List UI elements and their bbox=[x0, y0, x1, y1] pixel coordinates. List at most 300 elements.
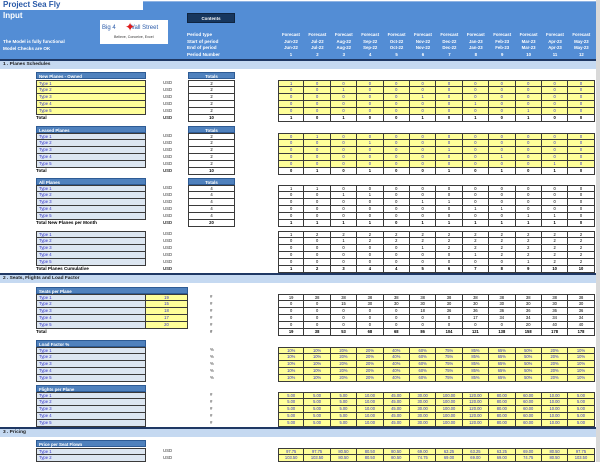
cell[interactable]: 0 bbox=[304, 154, 330, 161]
cell[interactable]: 20% bbox=[357, 354, 383, 361]
cell[interactable]: 10.00 bbox=[542, 392, 568, 399]
seats-input[interactable]: 18 bbox=[146, 308, 188, 315]
cell[interactable]: 5.00 bbox=[304, 399, 330, 406]
cell[interactable]: 0 bbox=[331, 108, 357, 115]
cell[interactable]: 0 bbox=[384, 101, 410, 108]
cell[interactable]: 0 bbox=[463, 80, 489, 87]
cell[interactable]: 5.00 bbox=[278, 413, 304, 420]
cell[interactable]: 0 bbox=[304, 87, 330, 94]
cell[interactable]: 0 bbox=[568, 101, 594, 108]
cell[interactable]: 0 bbox=[436, 80, 462, 87]
cell[interactable]: 80.00 bbox=[489, 420, 515, 427]
cell[interactable]: 10% bbox=[278, 375, 304, 382]
cell[interactable]: 60.00 bbox=[516, 392, 542, 399]
cell[interactable]: 0 bbox=[357, 133, 383, 140]
cell[interactable]: 5.00 bbox=[568, 392, 594, 399]
cell[interactable]: 1 bbox=[489, 154, 515, 161]
cell[interactable]: 0 bbox=[463, 140, 489, 147]
cell[interactable]: 0 bbox=[463, 147, 489, 154]
cell[interactable]: 10.00 bbox=[357, 420, 383, 427]
cell[interactable]: 0 bbox=[410, 133, 436, 140]
cell[interactable]: 0 bbox=[542, 108, 568, 115]
cell[interactable]: 80.00 bbox=[489, 392, 515, 399]
cell[interactable]: 60.00 bbox=[516, 420, 542, 427]
cell: 30 bbox=[357, 301, 383, 308]
cell[interactable]: 50% bbox=[516, 361, 542, 368]
cell[interactable]: 10.00 bbox=[542, 420, 568, 427]
cell[interactable]: 20% bbox=[331, 361, 357, 368]
cell[interactable]: 10.00 bbox=[542, 413, 568, 420]
cell[interactable]: 10% bbox=[568, 347, 594, 354]
cell[interactable]: 5.00 bbox=[331, 406, 357, 413]
cell[interactable]: 0 bbox=[542, 133, 568, 140]
cell[interactable]: 100.00 bbox=[436, 392, 462, 399]
cell[interactable]: 100.00 bbox=[436, 399, 462, 406]
cell[interactable]: 0 bbox=[357, 87, 383, 94]
cell[interactable]: 120.00 bbox=[463, 420, 489, 427]
cell[interactable]: 0 bbox=[278, 87, 304, 94]
cell[interactable]: 0 bbox=[278, 147, 304, 154]
cell[interactable]: 0 bbox=[410, 108, 436, 115]
cell[interactable]: 0 bbox=[410, 154, 436, 161]
cell[interactable]: 60% bbox=[410, 368, 436, 375]
cell: 38 bbox=[304, 329, 330, 336]
cell[interactable]: 0 bbox=[568, 94, 594, 101]
cell[interactable]: 80.00 bbox=[489, 399, 515, 406]
cell[interactable]: 0 bbox=[568, 140, 594, 147]
cell[interactable]: 65% bbox=[489, 375, 515, 382]
cell[interactable]: 60.00 bbox=[516, 413, 542, 420]
cell[interactable]: 40% bbox=[384, 375, 410, 382]
cell[interactable]: 45.00 bbox=[384, 413, 410, 420]
cell: 1 bbox=[542, 213, 568, 220]
cell[interactable]: 0 bbox=[304, 94, 330, 101]
cell[interactable]: 0 bbox=[304, 140, 330, 147]
cell[interactable]: 0 bbox=[278, 108, 304, 115]
cell[interactable]: 10% bbox=[278, 368, 304, 375]
cell[interactable]: 0 bbox=[304, 101, 330, 108]
cell[interactable]: 0 bbox=[331, 161, 357, 168]
cell[interactable]: 60.00 bbox=[516, 399, 542, 406]
cell[interactable]: 0 bbox=[304, 147, 330, 154]
cell[interactable]: 0 bbox=[384, 108, 410, 115]
cell[interactable]: 5.00 bbox=[304, 392, 330, 399]
seats-input[interactable]: 19 bbox=[146, 294, 188, 301]
cell[interactable]: 0 bbox=[436, 108, 462, 115]
cell[interactable]: 0 bbox=[568, 147, 594, 154]
cell[interactable]: 0 bbox=[463, 133, 489, 140]
cell[interactable]: 69.00 bbox=[410, 448, 436, 455]
cell[interactable]: 103.50 bbox=[568, 455, 594, 462]
cell[interactable]: 0 bbox=[357, 80, 383, 87]
cell[interactable]: 10.00 bbox=[542, 399, 568, 406]
cell[interactable]: 20% bbox=[331, 368, 357, 375]
cell[interactable]: 75% bbox=[436, 375, 462, 382]
cell[interactable]: 0 bbox=[436, 94, 462, 101]
cell[interactable]: 0 bbox=[410, 161, 436, 168]
cell[interactable]: 0 bbox=[384, 140, 410, 147]
cell[interactable]: 0 bbox=[384, 147, 410, 154]
cell[interactable]: 0 bbox=[331, 140, 357, 147]
cell[interactable]: 0 bbox=[542, 87, 568, 94]
cell[interactable]: 0 bbox=[357, 94, 383, 101]
flights-block-header: Flights per Plane bbox=[36, 385, 146, 392]
cell[interactable]: 10% bbox=[568, 375, 594, 382]
cell[interactable]: 0 bbox=[436, 161, 462, 168]
cell[interactable]: 0 bbox=[278, 154, 304, 161]
cell: 0 bbox=[278, 199, 304, 206]
seats-input[interactable]: 20 bbox=[146, 322, 188, 329]
cell[interactable]: 0 bbox=[278, 133, 304, 140]
cell[interactable]: 1 bbox=[278, 80, 304, 87]
owned-row bbox=[278, 108, 595, 115]
cell[interactable]: 0 bbox=[278, 140, 304, 147]
cell[interactable]: 10% bbox=[568, 361, 594, 368]
cell[interactable]: 30.00 bbox=[410, 413, 436, 420]
cell[interactable]: 0 bbox=[436, 140, 462, 147]
cell[interactable]: 0 bbox=[410, 101, 436, 108]
cell[interactable]: 5.00 bbox=[278, 399, 304, 406]
cell[interactable]: 0 bbox=[384, 94, 410, 101]
cell[interactable]: 60% bbox=[410, 354, 436, 361]
cell[interactable]: 80.50 bbox=[331, 455, 357, 462]
seats-input[interactable]: 15 bbox=[146, 301, 188, 308]
cell[interactable]: 0 bbox=[489, 108, 515, 115]
cell[interactable]: 85% bbox=[463, 347, 489, 354]
cell[interactable]: 5.00 bbox=[568, 413, 594, 420]
cell[interactable]: 5.00 bbox=[304, 420, 330, 427]
cell: 1 bbox=[516, 213, 542, 220]
cell[interactable]: 0 bbox=[384, 80, 410, 87]
cell[interactable]: 0 bbox=[357, 101, 383, 108]
cell[interactable]: 0 bbox=[357, 154, 383, 161]
cell[interactable]: 120.00 bbox=[463, 413, 489, 420]
cell[interactable]: 5.00 bbox=[568, 406, 594, 413]
cell[interactable]: 100.00 bbox=[436, 420, 462, 427]
cell[interactable]: 45.00 bbox=[384, 392, 410, 399]
cell[interactable]: 0 bbox=[410, 140, 436, 147]
cell[interactable]: 20% bbox=[357, 347, 383, 354]
cell[interactable]: 50% bbox=[516, 347, 542, 354]
cell[interactable]: 75% bbox=[436, 368, 462, 375]
cell[interactable]: 63.25 bbox=[436, 448, 462, 455]
cell: 0 bbox=[568, 192, 594, 199]
cell[interactable]: 85% bbox=[463, 361, 489, 368]
period-num-header: 6 bbox=[421, 52, 425, 57]
cell[interactable]: 60% bbox=[410, 347, 436, 354]
cell[interactable]: 120.00 bbox=[463, 392, 489, 399]
cell[interactable]: 0 bbox=[516, 154, 542, 161]
cell[interactable]: 20% bbox=[331, 347, 357, 354]
cell[interactable]: 0 bbox=[489, 80, 515, 87]
cell[interactable]: 0 bbox=[516, 140, 542, 147]
cell[interactable]: 10.00 bbox=[357, 413, 383, 420]
cell[interactable]: 0 bbox=[304, 108, 330, 115]
cell: 2 bbox=[463, 238, 489, 245]
cell[interactable]: 80.50 bbox=[542, 448, 568, 455]
cell[interactable]: 0 bbox=[516, 161, 542, 168]
cell: 0 bbox=[384, 213, 410, 220]
grand-total: 10 bbox=[188, 115, 235, 122]
cell[interactable]: 103.50 bbox=[278, 455, 304, 462]
cell[interactable]: 0 bbox=[357, 161, 383, 168]
cell[interactable]: 1 bbox=[357, 140, 383, 147]
cell[interactable]: 30.00 bbox=[410, 420, 436, 427]
cell[interactable]: 0 bbox=[384, 161, 410, 168]
cell[interactable]: 0 bbox=[331, 147, 357, 154]
cell[interactable]: 40% bbox=[384, 347, 410, 354]
cell[interactable]: 0 bbox=[568, 108, 594, 115]
cell[interactable]: 0 bbox=[304, 80, 330, 87]
cell[interactable]: 0 bbox=[516, 80, 542, 87]
cell[interactable]: 20% bbox=[542, 347, 568, 354]
cell[interactable]: 75% bbox=[436, 361, 462, 368]
cell[interactable]: 0 bbox=[489, 101, 515, 108]
cell[interactable]: 0 bbox=[568, 80, 594, 87]
cell[interactable]: 74.75 bbox=[516, 455, 542, 462]
cell[interactable]: 100.00 bbox=[436, 413, 462, 420]
cell: 38 bbox=[357, 294, 383, 301]
cell[interactable]: 1 bbox=[410, 94, 436, 101]
cell[interactable]: 0 bbox=[278, 161, 304, 168]
cell[interactable]: 20% bbox=[542, 368, 568, 375]
cell: 0 bbox=[278, 301, 304, 308]
cell[interactable]: 30.00 bbox=[410, 392, 436, 399]
cell[interactable]: 85% bbox=[463, 368, 489, 375]
cell[interactable]: 20% bbox=[331, 354, 357, 361]
cell[interactable]: 0 bbox=[489, 140, 515, 147]
cell[interactable]: 75% bbox=[436, 354, 462, 361]
cell[interactable]: 0 bbox=[410, 80, 436, 87]
cell: 0 bbox=[463, 199, 489, 206]
cell[interactable]: 80.50 bbox=[384, 448, 410, 455]
cell[interactable]: 0 bbox=[489, 87, 515, 94]
cell[interactable]: 100.00 bbox=[436, 406, 462, 413]
cell: 1 bbox=[278, 231, 304, 238]
cell[interactable]: 0 bbox=[542, 147, 568, 154]
cell[interactable]: 5.00 bbox=[304, 406, 330, 413]
cell[interactable]: 1 bbox=[331, 87, 357, 94]
cell[interactable]: 10% bbox=[278, 347, 304, 354]
cell[interactable]: 5.00 bbox=[568, 399, 594, 406]
cell[interactable]: 0 bbox=[516, 94, 542, 101]
cell[interactable]: 0 bbox=[410, 87, 436, 94]
cell[interactable]: 80.50 bbox=[357, 448, 383, 455]
cell[interactable]: 103.50 bbox=[304, 455, 330, 462]
cell[interactable]: 10.00 bbox=[357, 392, 383, 399]
cell[interactable]: 0 bbox=[410, 147, 436, 154]
cell[interactable]: 0 bbox=[436, 101, 462, 108]
cell[interactable]: 80.50 bbox=[357, 455, 383, 462]
cell[interactable]: 120.00 bbox=[463, 406, 489, 413]
cell: 2 bbox=[304, 231, 330, 238]
cell[interactable]: 85% bbox=[463, 354, 489, 361]
cell[interactable]: 0 bbox=[516, 147, 542, 154]
cell[interactable]: 60% bbox=[410, 361, 436, 368]
cell[interactable]: 0 bbox=[542, 101, 568, 108]
cell[interactable]: 20% bbox=[331, 375, 357, 382]
cell[interactable]: 10% bbox=[304, 354, 330, 361]
cell[interactable]: 0 bbox=[568, 161, 594, 168]
cell[interactable]: 10% bbox=[304, 347, 330, 354]
cell[interactable]: 10% bbox=[278, 354, 304, 361]
cell[interactable]: 10% bbox=[568, 368, 594, 375]
cell[interactable]: 0 bbox=[463, 87, 489, 94]
cell[interactable]: 0 bbox=[436, 87, 462, 94]
cell[interactable]: 0 bbox=[542, 140, 568, 147]
cell[interactable]: 80.50 bbox=[331, 448, 357, 455]
cell[interactable]: 0 bbox=[489, 161, 515, 168]
cell[interactable]: 0 bbox=[516, 87, 542, 94]
cell[interactable]: 120.00 bbox=[463, 399, 489, 406]
cell[interactable]: 10.00 bbox=[542, 406, 568, 413]
cell[interactable]: 10% bbox=[304, 375, 330, 382]
cell[interactable]: 0 bbox=[304, 161, 330, 168]
cell[interactable]: 5.00 bbox=[278, 406, 304, 413]
cell[interactable]: 20% bbox=[357, 368, 383, 375]
cell: 1 bbox=[463, 220, 489, 227]
cell[interactable]: 10.00 bbox=[357, 406, 383, 413]
cell[interactable]: 30.00 bbox=[410, 399, 436, 406]
cell: 1 bbox=[278, 115, 304, 122]
cell[interactable]: 0 bbox=[516, 101, 542, 108]
cell[interactable]: 1 bbox=[542, 161, 568, 168]
cell[interactable]: 1 bbox=[463, 101, 489, 108]
cell[interactable]: 5.00 bbox=[331, 399, 357, 406]
cell[interactable]: 0 bbox=[384, 133, 410, 140]
cell[interactable]: 40% bbox=[384, 354, 410, 361]
cell[interactable]: 5.00 bbox=[331, 392, 357, 399]
cell[interactable]: 69.00 bbox=[463, 455, 489, 462]
cell[interactable]: 0 bbox=[331, 101, 357, 108]
cell[interactable]: 20% bbox=[542, 354, 568, 361]
cell[interactable]: 10% bbox=[304, 368, 330, 375]
cell[interactable]: 45.00 bbox=[384, 406, 410, 413]
cell[interactable]: 0 bbox=[463, 154, 489, 161]
cell[interactable]: 97.75 bbox=[304, 448, 330, 455]
cell[interactable]: 5.00 bbox=[331, 420, 357, 427]
cell[interactable]: 0 bbox=[568, 87, 594, 94]
cell[interactable]: 65% bbox=[489, 354, 515, 361]
cell[interactable]: 0 bbox=[436, 154, 462, 161]
cell[interactable]: 20% bbox=[357, 375, 383, 382]
cell[interactable]: 0 bbox=[542, 154, 568, 161]
cell: 0 bbox=[436, 192, 462, 199]
cell[interactable]: 60% bbox=[410, 375, 436, 382]
cell[interactable]: 5.00 bbox=[278, 420, 304, 427]
cell[interactable]: 45.00 bbox=[384, 420, 410, 427]
cell[interactable]: 85% bbox=[463, 375, 489, 382]
cell[interactable]: 80.00 bbox=[489, 406, 515, 413]
cell[interactable]: 5.00 bbox=[568, 420, 594, 427]
cell[interactable]: 0 bbox=[331, 154, 357, 161]
cell[interactable]: 65% bbox=[489, 361, 515, 368]
cell[interactable]: 1 bbox=[436, 147, 462, 154]
cell[interactable]: 80.00 bbox=[489, 413, 515, 420]
cell[interactable]: 1 bbox=[304, 133, 330, 140]
cell[interactable]: 0 bbox=[463, 94, 489, 101]
cell[interactable]: 0 bbox=[568, 154, 594, 161]
cell[interactable]: 97.75 bbox=[568, 448, 594, 455]
vertical-scrollbar[interactable] bbox=[596, 0, 600, 462]
contents-button[interactable]: Contents bbox=[187, 13, 235, 23]
cell[interactable]: 10% bbox=[278, 361, 304, 368]
cell[interactable]: 0 bbox=[489, 147, 515, 154]
cell[interactable]: 10% bbox=[568, 354, 594, 361]
cell[interactable]: 0 bbox=[463, 108, 489, 115]
period-type-header: Forecast bbox=[546, 32, 564, 37]
cell[interactable]: 50% bbox=[516, 368, 542, 375]
cell[interactable]: 0 bbox=[384, 154, 410, 161]
cell[interactable]: 40% bbox=[384, 361, 410, 368]
cell[interactable]: 80.50 bbox=[542, 455, 568, 462]
cell[interactable]: 0 bbox=[331, 80, 357, 87]
cell[interactable]: 60.00 bbox=[516, 406, 542, 413]
cell: 0 bbox=[489, 213, 515, 220]
cell[interactable]: 0 bbox=[357, 147, 383, 154]
cell[interactable]: 65% bbox=[489, 347, 515, 354]
seats-input[interactable]: 17 bbox=[146, 315, 188, 322]
unit-label: USD bbox=[163, 101, 173, 106]
cell[interactable]: 0 bbox=[331, 133, 357, 140]
cell[interactable]: 20% bbox=[542, 375, 568, 382]
cell[interactable]: 97.75 bbox=[278, 448, 304, 455]
cell[interactable]: 0 bbox=[463, 161, 489, 168]
cell[interactable]: 5.00 bbox=[304, 413, 330, 420]
cell[interactable]: 74.75 bbox=[410, 455, 436, 462]
cell[interactable]: 5.00 bbox=[278, 392, 304, 399]
cell[interactable]: 20% bbox=[542, 361, 568, 368]
cell[interactable]: 69.00 bbox=[489, 455, 515, 462]
cell[interactable]: 50% bbox=[516, 375, 542, 382]
cell[interactable]: 40% bbox=[384, 368, 410, 375]
cell: 138 bbox=[489, 329, 515, 336]
cell[interactable]: 0 bbox=[542, 94, 568, 101]
cell[interactable]: 30.00 bbox=[410, 406, 436, 413]
cell: 2 bbox=[410, 231, 436, 238]
cell[interactable]: 0 bbox=[516, 133, 542, 140]
period-end-header: Jan-23 bbox=[468, 45, 483, 50]
cell[interactable]: 75% bbox=[436, 347, 462, 354]
cell[interactable]: 65% bbox=[489, 368, 515, 375]
cell[interactable]: 20% bbox=[357, 361, 383, 368]
cell[interactable]: 0 bbox=[489, 94, 515, 101]
cell[interactable]: 69.00 bbox=[516, 448, 542, 455]
cell: 2 bbox=[463, 245, 489, 252]
cell[interactable]: 10.00 bbox=[357, 399, 383, 406]
cell[interactable]: 0 bbox=[542, 80, 568, 87]
cell[interactable]: 0 bbox=[278, 94, 304, 101]
cell[interactable]: 45.00 bbox=[384, 399, 410, 406]
cell: 0 bbox=[331, 315, 357, 322]
cell[interactable]: 0 bbox=[436, 133, 462, 140]
cell[interactable]: 69.00 bbox=[436, 455, 462, 462]
cell[interactable]: 5.00 bbox=[331, 413, 357, 420]
cell[interactable]: 0 bbox=[278, 101, 304, 108]
cell[interactable]: 0 bbox=[568, 133, 594, 140]
cell[interactable]: 0 bbox=[384, 87, 410, 94]
cell[interactable]: 50% bbox=[516, 354, 542, 361]
cell[interactable]: 10% bbox=[304, 361, 330, 368]
cell[interactable]: 80.50 bbox=[384, 455, 410, 462]
cell: 1 bbox=[516, 259, 542, 266]
cell[interactable]: 63.25 bbox=[463, 448, 489, 455]
cell[interactable]: 1 bbox=[516, 108, 542, 115]
cell[interactable]: 0 bbox=[489, 133, 515, 140]
cell[interactable]: 0 bbox=[357, 108, 383, 115]
cell[interactable]: 63.25 bbox=[489, 448, 515, 455]
cell[interactable]: 0 bbox=[331, 94, 357, 101]
